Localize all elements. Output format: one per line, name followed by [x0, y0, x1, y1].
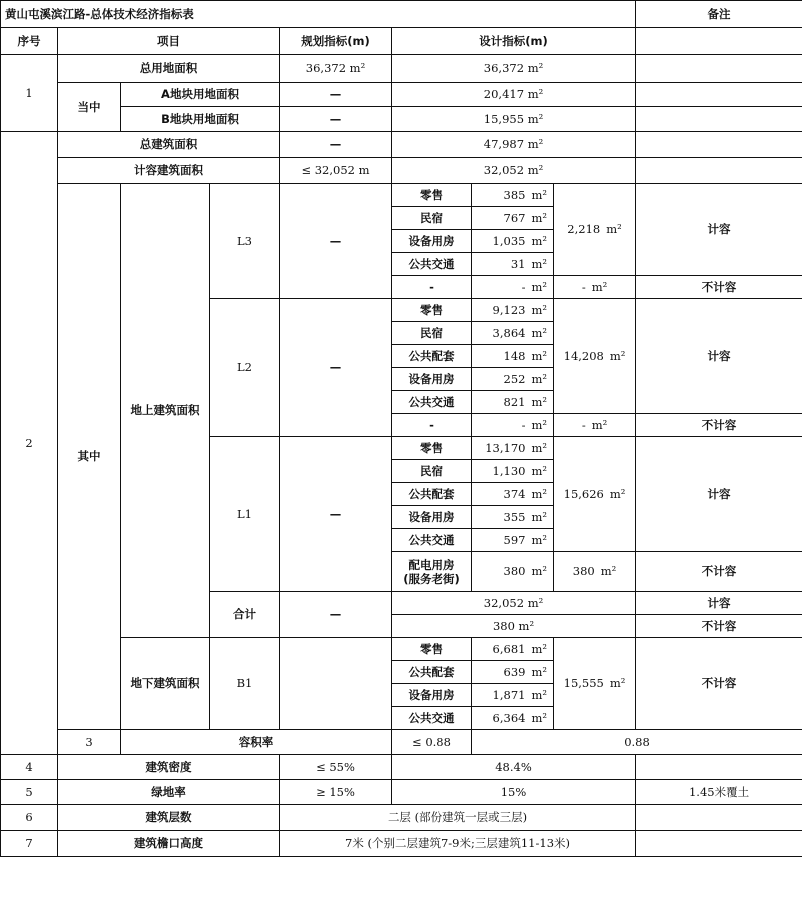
remarks-cell [636, 805, 802, 831]
remark-non-far: 不计容 [636, 414, 802, 437]
value: 1,871 [492, 687, 526, 702]
indicator-label: 容积率 [121, 730, 392, 755]
indicator-label: 绿地率 [58, 780, 280, 805]
remarks-cell [636, 107, 802, 132]
value: 15,555 [563, 676, 604, 690]
use-value [472, 368, 554, 391]
table-title: 黄山屯溪滨江路-总体技术经济指标表 [1, 1, 636, 28]
indicator-design: 15% [392, 780, 636, 805]
plot-b-value: 15,955 m² [392, 107, 636, 132]
indicator-label: 建筑密度 [58, 755, 280, 780]
unit: m² [591, 417, 608, 432]
extra-subtotal [554, 552, 636, 592]
use-value [472, 184, 554, 207]
far-area-label: 计容建筑面积 [58, 158, 280, 184]
total-building-value: 47,987 m² [392, 132, 636, 158]
level-label: B1 [210, 638, 280, 730]
value: - [521, 417, 526, 432]
use-name: 民宿 [392, 207, 472, 230]
use-value [472, 529, 554, 552]
use-name: 设备用房 [392, 506, 472, 529]
use-name: 公共配套 [392, 483, 472, 506]
use-value [472, 707, 554, 730]
seq-cell: 4 [1, 755, 58, 780]
sum-non-far-value: 380 m² [392, 615, 636, 638]
use-name: 公共交通 [392, 253, 472, 276]
extra-use-value [472, 414, 554, 437]
value: 1,130 [492, 463, 526, 478]
use-value [472, 483, 554, 506]
total-land-label: 总用地面积 [58, 55, 280, 83]
unit: m² [531, 710, 547, 725]
use-value [472, 299, 554, 322]
unit: m² [531, 371, 547, 386]
unit: m² [531, 486, 547, 501]
sum-label: 合计 [210, 592, 280, 638]
seq-cell: 5 [1, 780, 58, 805]
remarks-cell [636, 831, 802, 857]
table-row [1, 55, 802, 83]
remark-non-far: 不计容 [636, 276, 802, 299]
value: 380 [503, 564, 526, 578]
value: 14,208 [563, 348, 604, 363]
remark-non-far: 不计容 [636, 638, 802, 730]
value: 597 [503, 532, 526, 547]
table-row [1, 83, 802, 107]
remark-far: 计容 [636, 184, 802, 276]
value: 3,864 [492, 325, 526, 340]
table-row [1, 107, 802, 132]
use-value [472, 460, 554, 483]
extra-use-value [472, 276, 554, 299]
extra-subtotal [554, 414, 636, 437]
use-name: 零售 [392, 184, 472, 207]
remarks-cell [636, 158, 802, 184]
use-name: 零售 [392, 638, 472, 661]
use-name: 民宿 [392, 460, 472, 483]
dash-cell: — [280, 107, 392, 132]
level-subtotal [554, 437, 636, 552]
table-row [1, 831, 802, 857]
table-row [1, 780, 802, 805]
remarks-cell [636, 132, 802, 158]
dash-cell: — [280, 437, 392, 592]
use-name: 公共配套 [392, 661, 472, 684]
seq-cell: 1 [1, 55, 58, 132]
plot-b-label: B地块用地面积 [121, 107, 280, 132]
indicator-label: 建筑层数 [58, 805, 280, 831]
use-name: 公共交通 [392, 707, 472, 730]
seq-cell: 3 [58, 730, 121, 755]
remark-non-far: 不计容 [636, 552, 802, 592]
extra-subtotal [554, 276, 636, 299]
plot-a-value: 20,417 m² [392, 83, 636, 107]
use-value [472, 391, 554, 414]
remarks-cell: 1.45米覆土 [636, 780, 802, 805]
unit: m² [531, 325, 547, 340]
use-value [472, 661, 554, 684]
use-name: 设备用房 [392, 684, 472, 707]
extra-use-name: - [392, 276, 472, 299]
use-value [472, 345, 554, 368]
table-row [1, 805, 802, 831]
table-row [1, 184, 802, 207]
level-label: L1 [210, 437, 280, 592]
far-area-plan: ≤ 32,052 m [280, 158, 392, 184]
use-value [472, 207, 554, 230]
table-row [1, 638, 802, 661]
use-value [472, 253, 554, 276]
unit: m² [531, 417, 547, 432]
total-land-plan: 36,372 m² [280, 55, 392, 83]
extra-use-name [392, 552, 472, 592]
below-ground-label: 地下建筑面积 [121, 638, 210, 730]
item-header: 项目 [58, 28, 280, 55]
remarks-cell [636, 83, 802, 107]
unit: m² [531, 687, 547, 702]
use-name: 公共交通 [392, 529, 472, 552]
above-ground-label: 地上建筑面积 [121, 184, 210, 638]
table-row [1, 730, 802, 755]
plan-header: 规划指标(m) [280, 28, 392, 55]
indicator-plan: ≥ 15% [280, 780, 392, 805]
use-value [472, 322, 554, 345]
total-land-design: 36,372 m² [392, 55, 636, 83]
value: 821 [503, 394, 526, 409]
value: 148 [503, 348, 526, 363]
level-subtotal [554, 638, 636, 730]
level-label: L3 [210, 184, 280, 299]
plot-a-label: A地块用地面积 [121, 83, 280, 107]
use-name: 零售 [392, 299, 472, 322]
value: - [581, 279, 586, 294]
use-value [472, 684, 554, 707]
indicator-design: 0.88 [472, 730, 802, 755]
unit: m² [531, 463, 547, 478]
remarks-cell [636, 755, 802, 780]
title-row [1, 1, 802, 28]
level-subtotal [554, 299, 636, 414]
use-value [472, 437, 554, 460]
extra-use-name: - [392, 414, 472, 437]
value: 1,035 [492, 233, 526, 248]
value: 6,364 [492, 710, 526, 725]
indicator-design: 48.4% [392, 755, 636, 780]
use-name: 零售 [392, 437, 472, 460]
value: 9,123 [492, 302, 526, 317]
seq-cell: 2 [1, 132, 58, 755]
unit: m² [531, 279, 547, 294]
value: 385 [503, 187, 526, 202]
value: - [581, 417, 586, 432]
value: 639 [503, 664, 526, 679]
total-building-label: 总建筑面积 [58, 132, 280, 158]
unit: m² [531, 233, 547, 248]
value: 374 [503, 486, 526, 501]
level-label: L2 [210, 299, 280, 437]
unit: m² [531, 664, 547, 679]
table-row [1, 158, 802, 184]
unit: m² [531, 256, 547, 271]
remarks-header: 备注 [636, 1, 802, 28]
value: 31 [510, 256, 526, 271]
extra-use-line-2: (服务老街) [403, 571, 460, 586]
value: 767 [503, 210, 526, 225]
value: 13,170 [485, 440, 526, 455]
use-name: 民宿 [392, 322, 472, 345]
value: 15,626 [563, 486, 604, 501]
unit: m² [531, 302, 547, 317]
value: 252 [503, 371, 526, 386]
far-area-design: 32,052 m² [392, 158, 636, 184]
use-name: 设备用房 [392, 230, 472, 253]
extra-use-line-1: 配电用房 [408, 557, 455, 572]
seq-cell: 6 [1, 805, 58, 831]
design-header: 设计指标(m) [392, 28, 636, 55]
unit: m² [600, 564, 617, 578]
header-row [1, 28, 802, 55]
plan-cell [280, 638, 392, 730]
value: 2,218 [567, 222, 601, 236]
seq-header: 序号 [1, 28, 58, 55]
use-value [472, 506, 554, 529]
unit: m² [606, 222, 622, 236]
use-name: 公共配套 [392, 345, 472, 368]
use-value [472, 638, 554, 661]
dash-cell: — [280, 299, 392, 437]
unit: m² [609, 486, 626, 501]
among-label: 当中 [58, 83, 121, 132]
indicator-plan: ≤ 55% [280, 755, 392, 780]
remark-non-far: 不计容 [636, 615, 802, 638]
unit: m² [531, 210, 547, 225]
dash-cell: — [280, 83, 392, 107]
unit: m² [591, 279, 608, 294]
indicator-design: 7米 (个别二层建筑7-9米;三层建筑11-13米) [280, 831, 636, 857]
use-name: 设备用房 [392, 368, 472, 391]
unit: m² [531, 641, 547, 656]
unit: m² [531, 564, 547, 578]
indicator-label: 建筑檐口高度 [58, 831, 280, 857]
dash-cell: — [280, 132, 392, 158]
unit: m² [531, 348, 547, 363]
table-row [1, 132, 802, 158]
dash-cell: — [280, 592, 392, 638]
remark-far: 计容 [636, 592, 802, 615]
value: 355 [503, 509, 526, 524]
level-subtotal [554, 184, 636, 276]
indicator-design: 二层 (部份建筑一层或三层) [280, 805, 636, 831]
unit: m² [531, 440, 547, 455]
indicator-plan: ≤ 0.88 [392, 730, 472, 755]
sum-far-value: 32,052 m² [392, 592, 636, 615]
value: - [521, 279, 526, 294]
unit: m² [609, 348, 626, 363]
unit: m² [531, 187, 547, 202]
unit: m² [609, 676, 626, 690]
among-label: 其中 [58, 184, 121, 730]
seq-cell: 7 [1, 831, 58, 857]
table-row [1, 755, 802, 780]
unit: m² [531, 532, 547, 547]
remark-far: 计容 [636, 437, 802, 552]
remark-far: 计容 [636, 299, 802, 414]
remarks-cell [636, 28, 802, 55]
remarks-cell [636, 55, 802, 83]
extra-use-value [472, 552, 554, 592]
dash-cell: — [280, 184, 392, 299]
unit: m² [531, 509, 547, 524]
value: 380 [572, 564, 595, 578]
use-value [472, 230, 554, 253]
unit: m² [531, 394, 547, 409]
use-name: 公共交通 [392, 391, 472, 414]
value: 6,681 [492, 641, 526, 656]
